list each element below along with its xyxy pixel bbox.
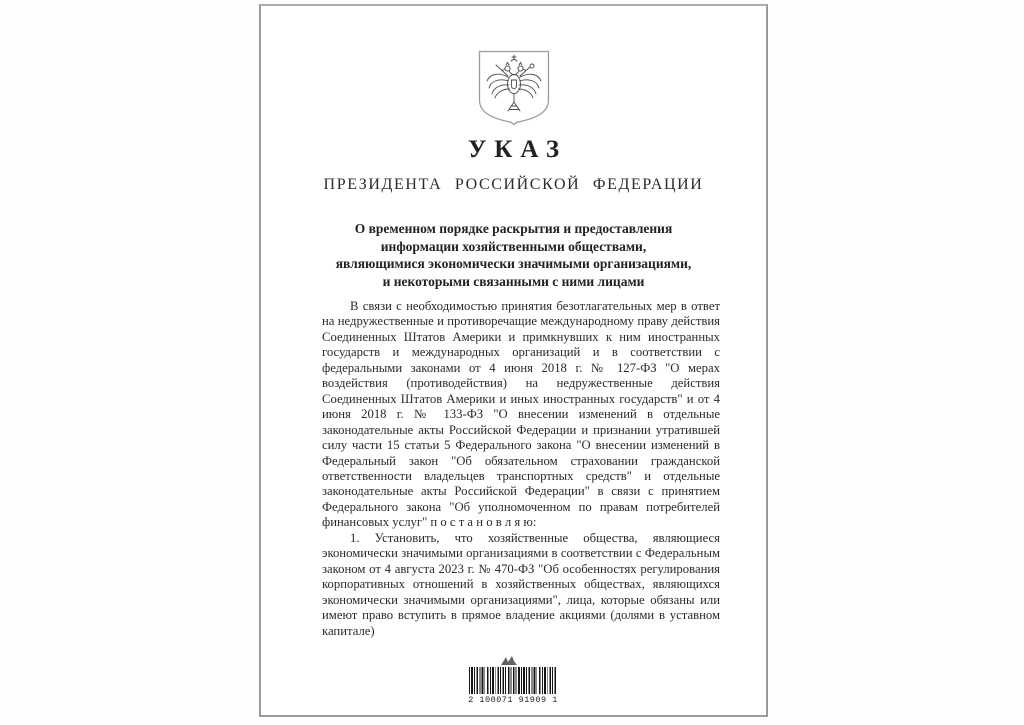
russia-coat-of-arms-icon bbox=[478, 50, 550, 126]
barcode-number: 2 100071 91909 1 bbox=[468, 695, 558, 705]
barcode bbox=[467, 667, 559, 705]
decree-subject bbox=[261, 220, 766, 290]
print-mark bbox=[499, 654, 519, 666]
decree-title: УКАЗ bbox=[467, 136, 568, 163]
decree-subtitle: ПРЕЗИДЕНТА РОССИЙСКОЙ ФЕДЕРАЦИИ bbox=[323, 176, 704, 193]
decree-body bbox=[322, 299, 720, 639]
body-paragraph: В связи с необходимостью принятия безотлагательных мер в ответ на недружественные и противоречащие международному праву действия Соединенных Штатов Америки и примкнувших к ним иностранных государств и международных организаций и в соответствии с федеральными законами от 4 июня 2018 г. № 127-ФЗ "О мерах воздействия (противодействия) на недружественные действия Соединенных Штатов Америки и иных иностранных государств" и от 4 июня 2018 г. № 133-ФЗ "О внесении изменений в отдельные законодательные акты Российской Федерации и признании утратившей силу части 15 статьи 5 Федерального закона "О внесении изменений в Федеральный закон "Об обязательном страховании гражданской ответственности владельцев транспортных средств" и отдельные законодательные акты Российской Федерации" в связи с принятием Федерального закона "Об уполномоченном по правам потребителей финансовых услуг" п о с т а н о в л я ю: bbox=[322, 299, 720, 530]
subject-line: О временном порядке раскрытия и предоставления bbox=[354, 221, 673, 236]
subject-line: являющимися экономически значимыми организациями, bbox=[335, 256, 692, 271]
subject-line: информации хозяйственными обществами, bbox=[380, 238, 647, 254]
barcode-bars bbox=[469, 667, 557, 694]
subject-line: и некоторыми связанными с ними лицами bbox=[382, 273, 645, 289]
document-sheet bbox=[259, 4, 768, 717]
body-paragraph: 1. Установить, что хозяйственные общества, являющиеся экономически значимыми организациями в соответствии с Федеральным законом от 4 августа 2023 г. № 470-ФЗ "Об особенностях регулирования корпоративных отношений в хозяйственных обществах, являющихся экономически значимыми организациями", лица, которые обязаны или имеют право вступить в прямое владение акциями (долями в уставном капитале) bbox=[322, 530, 720, 638]
